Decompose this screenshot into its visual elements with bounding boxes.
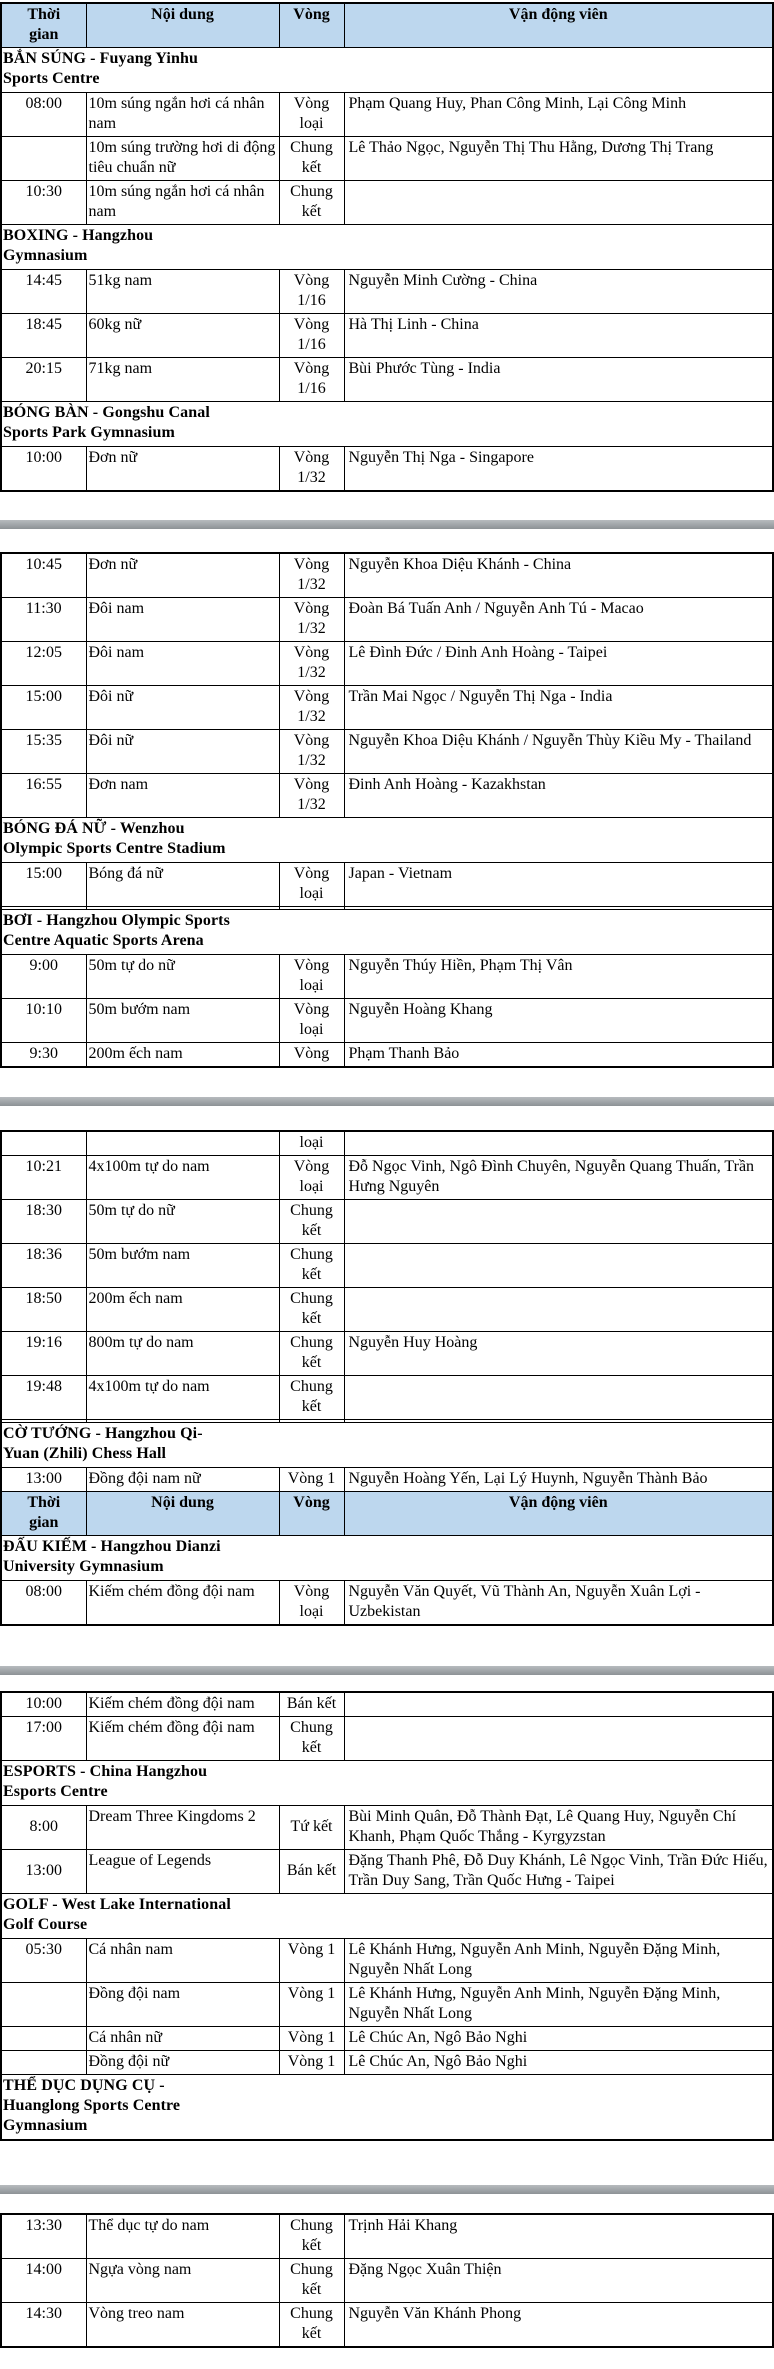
sport-section-row [1, 910, 773, 955]
event-row [1, 1200, 773, 1244]
event-row [1, 1850, 773, 1894]
event-cell: Đồng đội nam nữ [86, 1468, 279, 1492]
event-cell: Đơn nam [86, 774, 279, 818]
sport-section-line: Golf Course [3, 1916, 88, 1933]
column-header-athletes: Vận động viên [344, 1492, 773, 1536]
event-row [1, 598, 773, 642]
athletes-cell: Nguyễn Văn Khánh Phong [344, 2303, 773, 2348]
sport-section-line: BẮN SÚNG - Fuyang Yinhu [3, 50, 198, 67]
time-cell: 18:36 [1, 1244, 86, 1288]
time-cell: 08:00 [1, 93, 86, 137]
round-cell: Chung kết [279, 2303, 344, 2348]
schedule-table-page-2 [0, 552, 774, 1068]
athletes-cell: Nguyễn Minh Cường - China [344, 270, 773, 314]
schedule-table-page-3 [0, 1130, 774, 1626]
event-row [1, 1332, 773, 1376]
round-cell: Chung kết [279, 2214, 344, 2259]
athletes-cell: Japan - Vietnam [344, 863, 773, 907]
time-cell: 18:30 [1, 1200, 86, 1244]
athletes-cell: Trần Mai Ngọc / Nguyễn Thị Nga - India [344, 686, 773, 730]
sport-section-line: Sports Centre [3, 70, 100, 87]
column-header-time: Thời gian [1, 1492, 86, 1536]
time-cell: 14:45 [1, 270, 86, 314]
time-cell: 16:55 [1, 774, 86, 818]
round-cell: Vòng 1/32 [279, 774, 344, 818]
schedule-table-page-5 [0, 2213, 774, 2348]
event-row [1, 2303, 773, 2348]
athletes-cell: Nguyễn Thúy Hiền, Phạm Thị Vân [344, 955, 773, 999]
event-row [1, 137, 773, 181]
event-cell: 50m tự do nữ [86, 955, 279, 999]
column-header-event: Nội dung [86, 1492, 279, 1536]
round-cell: Vòng 1/32 [279, 598, 344, 642]
event-row [1, 1581, 773, 1626]
round-cell: Bán kết [279, 1850, 344, 1894]
event-cell: Đôi nam [86, 598, 279, 642]
round-cell: loại [279, 1131, 344, 1156]
round-cell: Vòng 1/32 [279, 553, 344, 598]
event-row [1, 1806, 773, 1850]
sport-section-header [1, 402, 773, 447]
event-row [1, 1043, 773, 1068]
round-cell: Tứ kết [279, 1806, 344, 1850]
sport-section-header [1, 1423, 773, 1468]
column-header-event: Nội dung [86, 3, 279, 48]
sport-section-header [1, 48, 773, 93]
time-cell: 17:00 [1, 1717, 86, 1761]
round-cell: Bán kết [279, 1692, 344, 1717]
round-cell: Chung kết [279, 1288, 344, 1332]
event-row [1, 1131, 773, 1156]
athletes-cell: Lê Khánh Hưng, Nguyễn Anh Minh, Nguyễn Đặng Minh, Nguyễn Nhất Long [344, 1939, 773, 1983]
event-row [1, 774, 773, 818]
time-cell: 11:30 [1, 598, 86, 642]
athletes-cell: Lê Thảo Ngọc, Nguyễn Thị Thu Hằng, Dương Thị Trang [344, 137, 773, 181]
event-cell: League of Legends [86, 1850, 279, 1894]
column-header-time: Thời gian [1, 3, 86, 48]
athletes-cell: Hà Thị Linh - China [344, 314, 773, 358]
time-cell: 10:00 [1, 1692, 86, 1717]
sport-section-line: BƠI - Hangzhou Olympic Sports [3, 912, 230, 929]
event-row [1, 2051, 773, 2075]
event-cell: 200m ếch nam [86, 1288, 279, 1332]
event-cell: 51kg nam [86, 270, 279, 314]
time-cell [1, 137, 86, 181]
time-cell: 08:00 [1, 1581, 86, 1626]
athletes-cell: Đỗ Ngọc Vinh, Ngô Đình Chuyên, Nguyễn Quang Thuấn, Trần Hưng Nguyên [344, 1156, 773, 1200]
round-cell: Vòng 1 [279, 1939, 344, 1983]
time-cell: 9:00 [1, 955, 86, 999]
round-cell: Vòng 1 [279, 2051, 344, 2075]
sport-section-line: BOXING - Hangzhou [3, 227, 154, 244]
time-cell: 14:30 [1, 2303, 86, 2348]
event-row [1, 270, 773, 314]
event-cell: Đôi nữ [86, 686, 279, 730]
round-cell: Vòng 1/16 [279, 314, 344, 358]
event-cell: 10m súng trường hơi di động tiêu chuẩn nữ [86, 137, 279, 181]
round-cell: Vòng loại [279, 1156, 344, 1200]
time-cell: 12:05 [1, 642, 86, 686]
round-cell: Vòng 1/16 [279, 270, 344, 314]
athletes-cell [344, 1717, 773, 1761]
event-row [1, 1939, 773, 1983]
time-cell: 15:00 [1, 863, 86, 907]
time-cell: 10:10 [1, 999, 86, 1043]
sport-section-header [1, 1536, 773, 1581]
athletes-cell: Nguyễn Văn Quyết, Vũ Thành An, Nguyễn Xuân Lợi - Uzbekistan [344, 1581, 773, 1626]
event-row [1, 1717, 773, 1761]
sport-section-line: Gymnasium [3, 247, 88, 264]
event-cell: 50m bướm nam [86, 999, 279, 1043]
round-cell: Vòng loại [279, 1581, 344, 1626]
event-row [1, 730, 773, 774]
time-cell: 10:30 [1, 181, 86, 225]
sport-section-line: Esports Centre [3, 1783, 108, 1800]
event-cell: Cá nhân nam [86, 1939, 279, 1983]
athletes-cell: Phạm Quang Huy, Phan Công Minh, Lại Công Minh [344, 93, 773, 137]
round-cell: Vòng 1 [279, 1983, 344, 2027]
page-break-bar [0, 520, 774, 529]
athletes-cell [344, 1376, 773, 1420]
athletes-cell [344, 1131, 773, 1156]
round-cell: Chung kết [279, 181, 344, 225]
athletes-cell: Nguyễn Hoàng Khang [344, 999, 773, 1043]
round-cell: Vòng 1/32 [279, 686, 344, 730]
event-row [1, 314, 773, 358]
event-row [1, 863, 773, 907]
round-cell: Chung kết [279, 2259, 344, 2303]
time-cell: 19:16 [1, 1332, 86, 1376]
round-cell: Chung kết [279, 1376, 344, 1420]
time-cell: 10:21 [1, 1156, 86, 1200]
event-row [1, 1692, 773, 1717]
event-row [1, 2259, 773, 2303]
time-cell [1, 1131, 86, 1156]
sport-section-header [1, 2075, 773, 2141]
sport-section-line: THỂ DỤC DỤNG CỤ - [3, 2077, 165, 2094]
sport-section-row [1, 1761, 773, 1806]
sport-section-row [1, 1894, 773, 1939]
sport-section-line: CỜ TƯỚNG - Hangzhou Qi- [3, 1425, 203, 1442]
athletes-cell: Lê Chúc An, Ngô Bảo Nghi [344, 2027, 773, 2051]
event-cell: Bóng đá nữ [86, 863, 279, 907]
time-cell: 14:00 [1, 2259, 86, 2303]
round-cell: Vòng loại [279, 863, 344, 907]
event-cell: 4x100m tự do nam [86, 1376, 279, 1420]
event-cell: Đôi nam [86, 642, 279, 686]
sport-section-line: GOLF - West Lake International [3, 1896, 231, 1913]
athletes-cell: Nguyễn Hoàng Yến, Lại Lý Huynh, Nguyễn Thành Bảo [344, 1468, 773, 1492]
event-row [1, 1468, 773, 1492]
event-cell: Thể dục tự do nam [86, 2214, 279, 2259]
sport-section-line: University Gymnasium [3, 1558, 164, 1575]
time-cell: 20:15 [1, 358, 86, 402]
time-cell: 13:00 [1, 1850, 86, 1894]
time-cell: 05:30 [1, 1939, 86, 1983]
event-cell: 4x100m tự do nam [86, 1156, 279, 1200]
time-cell [1, 2051, 86, 2075]
round-cell: Vòng 1/32 [279, 447, 344, 492]
athletes-cell: Nguyễn Huy Hoàng [344, 1332, 773, 1376]
table-header-row [1, 3, 773, 48]
athletes-cell [344, 1244, 773, 1288]
sport-section-row [1, 1423, 773, 1468]
schedule-table-page-4 [0, 1691, 774, 2141]
event-row [1, 999, 773, 1043]
round-cell: Vòng loại [279, 955, 344, 999]
event-cell: Đôi nữ [86, 730, 279, 774]
sport-section-row [1, 2075, 773, 2141]
sport-section-row [1, 818, 773, 863]
athletes-cell: Lê Khánh Hưng, Nguyễn Anh Minh, Nguyễn Đặng Minh, Nguyễn Nhất Long [344, 1983, 773, 2027]
athletes-cell: Đặng Thanh Phê, Đỗ Duy Khánh, Lê Ngọc Vinh, Trần Đức Hiếu, Trần Duy Sang, Trần Quốc Hưng - Taipei [344, 1850, 773, 1894]
sport-section-header [1, 1894, 773, 1939]
sport-section-line: Olympic Sports Centre Stadium [3, 840, 226, 857]
time-cell: 9:30 [1, 1043, 86, 1068]
athletes-cell: Bùi Minh Quân, Đỗ Thành Đạt, Lê Quang Huy, Nguyễn Chí Khanh, Phạm Quốc Thắng - Kyrgyzstan [344, 1806, 773, 1850]
round-cell: Chung kết [279, 1244, 344, 1288]
sport-section-line: BÓNG ĐÁ NỮ - Wenzhou [3, 820, 185, 837]
event-cell: 71kg nam [86, 358, 279, 402]
sport-section-line: Huanglong Sports Centre [3, 2097, 181, 2114]
page-break-bar [0, 1097, 774, 1106]
event-cell: Đồng đội nam [86, 1983, 279, 2027]
page-break-bar [0, 2185, 774, 2194]
round-cell: Vòng 1/16 [279, 358, 344, 402]
time-cell [1, 1983, 86, 2027]
event-row [1, 181, 773, 225]
athletes-cell [344, 1200, 773, 1244]
event-cell: 200m ếch nam [86, 1043, 279, 1068]
sport-section-line: BÓNG BÀN - Gongshu Canal [3, 404, 210, 421]
sport-section-line: Centre Aquatic Sports Arena [3, 932, 204, 949]
sport-section-header [1, 225, 773, 270]
time-cell: 8:00 [1, 1806, 86, 1850]
event-row [1, 2214, 773, 2259]
event-cell: Dream Three Kingdoms 2 [86, 1806, 279, 1850]
round-cell: Chung kết [279, 1200, 344, 1244]
sport-section-line: Gymnasium [3, 2117, 88, 2134]
athletes-cell: Nguyễn Thị Nga - Singapore [344, 447, 773, 492]
round-cell: Vòng 1 [279, 2027, 344, 2051]
event-cell: Đơn nữ [86, 553, 279, 598]
round-cell: Vòng 1/32 [279, 642, 344, 686]
athletes-cell: Bùi Phước Tùng - India [344, 358, 773, 402]
sport-section-line: Sports Park Gymnasium [3, 424, 175, 441]
athletes-cell: Lê Đình Đức / Đinh Anh Hoàng - Taipei [344, 642, 773, 686]
event-row [1, 553, 773, 598]
round-cell: Vòng 1/32 [279, 730, 344, 774]
event-cell: 60kg nữ [86, 314, 279, 358]
event-cell: Đồng đội nữ [86, 2051, 279, 2075]
event-row [1, 358, 773, 402]
sport-section-header [1, 1761, 773, 1806]
event-row [1, 1376, 773, 1420]
event-row [1, 1156, 773, 1200]
event-row [1, 2027, 773, 2051]
event-cell: Cá nhân nữ [86, 2027, 279, 2051]
event-cell: Kiếm chém đồng đội nam [86, 1692, 279, 1717]
time-cell: 18:50 [1, 1288, 86, 1332]
event-row [1, 955, 773, 999]
sport-section-header [1, 910, 773, 955]
event-cell: 10m súng ngắn hơi cá nhân nam [86, 181, 279, 225]
event-cell: Ngựa vòng nam [86, 2259, 279, 2303]
athletes-cell: Đặng Ngọc Xuân Thiện [344, 2259, 773, 2303]
round-cell: Chung kết [279, 1717, 344, 1761]
column-header-athletes: Vận động viên [344, 3, 773, 48]
time-cell [1, 2027, 86, 2051]
event-row [1, 1983, 773, 2027]
event-cell: 50m bướm nam [86, 1244, 279, 1288]
athletes-cell [344, 1288, 773, 1332]
event-row [1, 1244, 773, 1288]
event-cell: Vòng treo nam [86, 2303, 279, 2348]
sport-section-row [1, 48, 773, 93]
round-cell: Chung kết [279, 1332, 344, 1376]
event-cell: 50m tự do nữ [86, 1200, 279, 1244]
table-header-row [1, 1492, 773, 1536]
time-cell: 13:30 [1, 2214, 86, 2259]
athletes-cell: Phạm Thanh Bảo [344, 1043, 773, 1068]
sport-section-line: ĐẤU KIẾM - Hangzhou Dianzi [3, 1538, 221, 1555]
sport-section-line: Yuan (Zhili) Chess Hall [3, 1445, 167, 1462]
event-row [1, 1288, 773, 1332]
event-row [1, 447, 773, 492]
athletes-cell: Lê Chúc An, Ngô Bảo Nghi [344, 2051, 773, 2075]
round-cell: Vòng loại [279, 93, 344, 137]
athletes-cell: Đinh Anh Hoàng - Kazakhstan [344, 774, 773, 818]
event-row [1, 93, 773, 137]
time-cell: 10:45 [1, 553, 86, 598]
event-cell [86, 1131, 279, 1156]
page-break-bar [0, 1666, 774, 1675]
sport-section-row [1, 402, 773, 447]
event-row [1, 642, 773, 686]
athletes-cell [344, 1692, 773, 1717]
event-cell: 10m súng ngắn hơi cá nhân nam [86, 93, 279, 137]
time-cell: 18:45 [1, 314, 86, 358]
athletes-cell: Nguyễn Khoa Diệu Khánh - China [344, 553, 773, 598]
event-cell: Đơn nữ [86, 447, 279, 492]
column-header-round: Vòng [279, 3, 344, 48]
time-cell: 13:00 [1, 1468, 86, 1492]
sport-section-row [1, 225, 773, 270]
time-cell: 19:48 [1, 1376, 86, 1420]
time-cell: 15:35 [1, 730, 86, 774]
event-cell: Kiếm chém đồng đội nam [86, 1717, 279, 1761]
sport-section-line: ESPORTS - China Hangzhou [3, 1763, 208, 1780]
round-cell: Vòng 1 [279, 1468, 344, 1492]
athletes-cell: Trịnh Hải Khang [344, 2214, 773, 2259]
event-row [1, 686, 773, 730]
round-cell: Chung kết [279, 137, 344, 181]
round-cell: Vòng [279, 1043, 344, 1068]
round-cell: Vòng loại [279, 999, 344, 1043]
athletes-cell: Nguyễn Khoa Diệu Khánh / Nguyễn Thùy Kiều My - Thailand [344, 730, 773, 774]
sport-section-header [1, 818, 773, 863]
time-cell: 10:00 [1, 447, 86, 492]
sport-section-row [1, 1536, 773, 1581]
column-header-round: Vòng [279, 1492, 344, 1536]
athletes-cell: Đoàn Bá Tuấn Anh / Nguyễn Anh Tú - Macao [344, 598, 773, 642]
schedule-table-page-1 [0, 2, 774, 492]
event-cell: 800m tự do nam [86, 1332, 279, 1376]
event-cell: Kiếm chém đồng đội nam [86, 1581, 279, 1626]
time-cell: 15:00 [1, 686, 86, 730]
athletes-cell [344, 181, 773, 225]
